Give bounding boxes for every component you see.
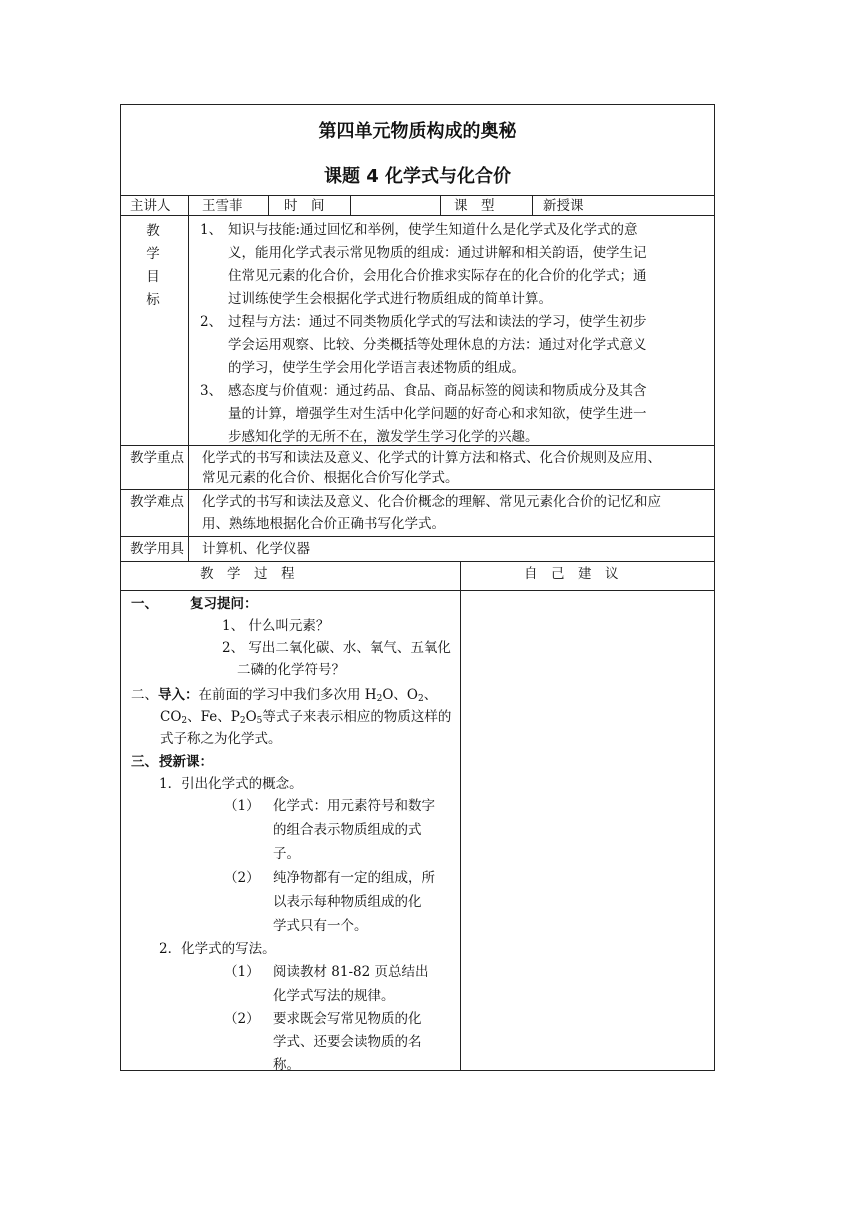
formula-co2-a: CO xyxy=(160,709,182,725)
key-points-line-1: 化学式的书写和读法及意义、化学式的计算方法和格式、化合价规则及应用、 xyxy=(202,450,661,466)
key-points-label: 教学重点 xyxy=(130,450,184,466)
rule-info-1 xyxy=(268,195,269,215)
process-header-left: 教 学 过 程 xyxy=(200,566,295,582)
rule-below-keypoints xyxy=(120,489,715,490)
section-1-title: 复习提问： xyxy=(190,596,258,612)
section-2-text-b: 等式子来表示相应的物质这样的 xyxy=(262,709,452,725)
objective-1-line-2: 义，能用化学式表示常见物质的组成：通过讲解和相关韵语，使学生记 xyxy=(228,245,647,261)
point-2-item-1-line-2: 化学式写法的规律。 xyxy=(273,988,395,1004)
rule-below-tools xyxy=(120,561,715,562)
point-2-item-2-line-3: 称。 xyxy=(273,1057,300,1070)
point-1-item-1-line-2: 的组合表示物质组成的式 xyxy=(273,822,422,838)
unit-title: 第四单元物质构成的奥秘 xyxy=(318,121,517,142)
difficulties-line-1: 化学式的书写和读法及意义、化合价概念的理解、常见元素化合价的记忆和应 xyxy=(202,494,661,510)
point-2-item-2-line-1: 要求既会写常见物质的化 xyxy=(273,1011,422,1027)
objective-3-num: 3、 xyxy=(200,383,223,399)
point-2-item-1-line-1: 阅读教材 81-82 页总结出 xyxy=(273,964,429,980)
point-1-item-2-num: （2） xyxy=(224,870,260,886)
rule-info-4 xyxy=(532,195,533,215)
time-label: 时 间 xyxy=(284,198,325,214)
objective-1-line-4: 过训练使学生会根据化学式进行物质组成的简单计算。 xyxy=(228,291,552,307)
objectives-label-1: 教 xyxy=(146,223,160,239)
objectives-label-3: 目 xyxy=(146,269,160,285)
section-3-num: 三、 xyxy=(131,754,158,770)
rule-below-difficulties xyxy=(120,536,715,537)
formula-sep: 、 xyxy=(423,687,438,703)
objective-2-line-2: 学会运用观察、比较、分类概括等处理休息的方法：通过对化学式意义 xyxy=(228,337,647,353)
speaker-label: 主讲人 xyxy=(130,198,171,214)
review-question-2b: 二磷的化学符号？ xyxy=(237,662,345,678)
point-2-title: 2．化学式的写法。 xyxy=(159,941,276,957)
point-1-item-1-line-3: 子。 xyxy=(273,846,300,862)
lesson-title: 课题 4 化学式与化合价 xyxy=(323,166,512,187)
rule-label-column xyxy=(188,195,189,561)
objective-2-line-3: 的学习，使学生学会用化学语言表述物质的组成。 xyxy=(228,360,525,376)
difficulties-line-2: 用、熟练地根据化合价正确书写化学式。 xyxy=(202,516,445,532)
objectives-label-4: 标 xyxy=(146,292,160,308)
point-2-item-2-line-2: 学式、还要会读物质的名 xyxy=(273,1034,422,1050)
point-1-title: 1．引出化学式的概念。 xyxy=(159,776,303,792)
formula-h2o-b: O、O xyxy=(382,687,418,703)
difficulties-clip xyxy=(202,492,715,534)
tools-value: 计算机、化学仪器 xyxy=(202,541,310,557)
rule-info-3 xyxy=(440,195,441,215)
process-left-column xyxy=(121,591,460,1070)
section-2-text-a: 在前面的学习中我们多次用 xyxy=(198,687,361,703)
objective-3-line-3: 步感知化学的无所不在，激发学生学习化学的兴趣。 xyxy=(228,429,539,445)
objective-1-line-3: 住常见元素的化合价，会用化合价推求实际存在的化合价的化学式；通 xyxy=(228,268,647,284)
point-2-item-1-num: （1） xyxy=(224,964,260,980)
section-2-line-1 xyxy=(131,685,437,709)
objective-3-line-2: 量的计算，增强学生对生活中化学问题的好奇心和求知欲，使学生进一 xyxy=(228,406,647,422)
formula-h2o-a: H xyxy=(364,687,377,703)
review-question-2a: 2、 写出二氧化碳、水、氧气、五氧化 xyxy=(222,640,451,656)
tools-label: 教学用具 xyxy=(130,541,184,557)
formula-h2o-sub: 2 xyxy=(376,694,383,704)
formula-o2-sub: 2 xyxy=(417,694,424,704)
objective-3-line-1: 感态度与价值观：通过药品、食品、商品标签的阅读和物质成分及其含 xyxy=(228,383,647,399)
point-1-item-1-num: （1） xyxy=(224,798,260,814)
process-header-right: 自 己 建 议 xyxy=(524,566,619,582)
objective-2-num: 2、 xyxy=(200,314,223,330)
suggestions-column xyxy=(461,591,714,1070)
formula-co2-sub: 2 xyxy=(181,716,188,726)
key-points-line-2: 常见元素的化合价、根据化合价写化学式。 xyxy=(202,470,459,486)
type-label: 课 型 xyxy=(454,198,495,214)
objective-1-num: 1、 xyxy=(200,222,223,238)
difficulties-label: 教学难点 xyxy=(130,494,184,510)
point-1-item-2-line-1: 纯净物都有一定的组成，所 xyxy=(273,870,435,886)
point-1-item-1-line-1: 化学式：用元素符号和数字 xyxy=(273,798,435,814)
formula-p-sub: 2 xyxy=(239,716,246,726)
point-1-item-2-line-2: 以表示每种物质组成的化 xyxy=(273,894,422,910)
objectives-label-2: 学 xyxy=(146,246,160,262)
speaker-value: 王雪菲 xyxy=(202,198,243,214)
formula-fe: 、Fe、P xyxy=(187,709,240,725)
type-value: 新授课 xyxy=(543,198,584,214)
section-3-title: 授新课： xyxy=(159,754,213,770)
objective-1-line-1: 知识与技能:通过回忆和举例，使学生知道什么是化学式及化学式的意 xyxy=(228,222,638,238)
point-2-item-2-num: （2） xyxy=(224,1011,260,1027)
objective-2-line-1: 过程与方法：通过不同类物质化学式的写法和读法的学习，使学生初步 xyxy=(228,314,647,330)
section-2-line-3: 式子称之为化学式。 xyxy=(160,731,282,747)
section-2-num: 二、 xyxy=(131,687,158,703)
section-2-line-2 xyxy=(160,707,451,731)
formula-o: O xyxy=(245,709,257,725)
point-1-item-2-line-3: 学式只有一个。 xyxy=(273,918,368,934)
review-question-1: 1、 什么叫元素？ xyxy=(222,618,330,634)
formula-o-sub: 5 xyxy=(256,716,263,726)
section-2-title: 导入： xyxy=(158,687,199,703)
section-1-num: 一、 xyxy=(131,596,158,612)
rule-info-2 xyxy=(350,195,351,215)
